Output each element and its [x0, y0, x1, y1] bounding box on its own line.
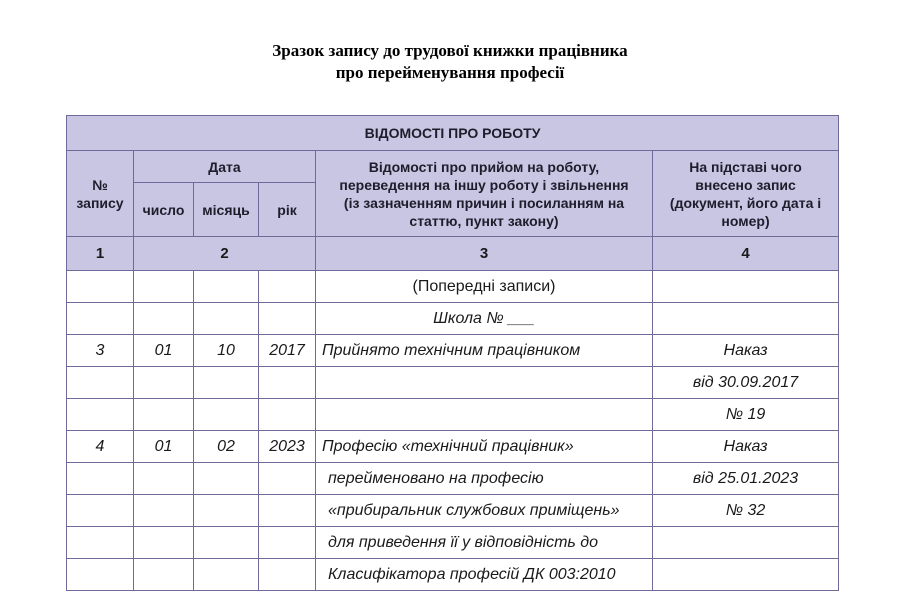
section-title-row — [67, 116, 839, 151]
row-basis — [653, 303, 839, 335]
table-row — [67, 271, 839, 303]
column-number-1: 1 — [67, 237, 134, 271]
row-day — [134, 495, 194, 527]
row-month: 10 — [194, 335, 259, 367]
row-year — [259, 271, 316, 303]
row-day: 01 — [134, 335, 194, 367]
header-basis: На підставі чого внесено запис (документ, його дата і номер) — [653, 151, 839, 237]
row-basis: Наказ — [653, 335, 839, 367]
row-year — [259, 399, 316, 431]
row-no — [67, 271, 134, 303]
column-number-4: 4 — [653, 237, 839, 271]
table-row — [67, 335, 839, 367]
row-basis: № 19 — [653, 399, 839, 431]
row-year — [259, 367, 316, 399]
title-line-1: Зразок запису до трудової книжки працівника — [272, 41, 628, 60]
row-year — [259, 527, 316, 559]
row-day — [134, 303, 194, 335]
table-row — [67, 463, 839, 495]
header-row-1 — [67, 151, 839, 183]
header-record-no: № запису — [67, 151, 134, 237]
row-day — [134, 559, 194, 591]
header-year: рік — [259, 183, 316, 237]
row-month: 02 — [194, 431, 259, 463]
header-info: Відомості про прийом на роботу, переведення на іншу роботу і звільнення (із зазначенням причин і посиланням на статтю, пункт закону) — [316, 151, 653, 237]
row-info: Професію «технічний працівник» — [316, 431, 653, 463]
row-year — [259, 559, 316, 591]
row-year — [259, 463, 316, 495]
document-title — [0, 40, 900, 84]
row-basis — [653, 527, 839, 559]
row-year — [259, 303, 316, 335]
row-info — [316, 399, 653, 431]
row-no — [67, 367, 134, 399]
header-month: місяць — [194, 183, 259, 237]
row-month — [194, 559, 259, 591]
row-basis — [653, 271, 839, 303]
row-no — [67, 303, 134, 335]
row-day — [134, 527, 194, 559]
row-no — [67, 463, 134, 495]
row-info: Школа № ___ — [316, 303, 653, 335]
row-year: 2017 — [259, 335, 316, 367]
row-month — [194, 399, 259, 431]
table-row — [67, 495, 839, 527]
header-day: число — [134, 183, 194, 237]
row-day: 01 — [134, 431, 194, 463]
row-info — [316, 367, 653, 399]
row-day — [134, 271, 194, 303]
row-month — [194, 527, 259, 559]
row-month — [194, 495, 259, 527]
row-info: Прийнято технічним працівником — [316, 335, 653, 367]
column-number-row — [67, 237, 839, 271]
row-month — [194, 271, 259, 303]
row-no — [67, 559, 134, 591]
row-day — [134, 367, 194, 399]
row-info: перейменовано на професію — [316, 463, 653, 495]
row-basis: від 30.09.2017 — [653, 367, 839, 399]
table-row — [67, 399, 839, 431]
row-basis: Наказ — [653, 431, 839, 463]
row-info: «прибиральник службових приміщень» — [316, 495, 653, 527]
row-month — [194, 367, 259, 399]
row-basis — [653, 559, 839, 591]
work-record-table — [66, 115, 839, 591]
header-date: Дата — [134, 151, 316, 183]
row-info: для приведення її у відповідність до — [316, 527, 653, 559]
table-row — [67, 431, 839, 463]
column-number-3: 3 — [316, 237, 653, 271]
row-no — [67, 399, 134, 431]
row-info: Класифікатора професій ДК 003:2010 — [316, 559, 653, 591]
row-day — [134, 399, 194, 431]
row-no — [67, 495, 134, 527]
row-month — [194, 303, 259, 335]
table-row — [67, 303, 839, 335]
title-line-2: про перейменування професії — [335, 63, 565, 82]
row-no: 4 — [67, 431, 134, 463]
row-day — [134, 463, 194, 495]
row-year: 2023 — [259, 431, 316, 463]
row-basis: від 25.01.2023 — [653, 463, 839, 495]
row-basis: № 32 — [653, 495, 839, 527]
section-title: ВІДОМОСТІ ПРО РОБОТУ — [67, 116, 839, 151]
column-number-2: 2 — [134, 237, 316, 271]
table-row — [67, 559, 839, 591]
row-no — [67, 527, 134, 559]
row-year — [259, 495, 316, 527]
row-info: (Попередні записи) — [316, 271, 653, 303]
row-no: 3 — [67, 335, 134, 367]
table-row — [67, 367, 839, 399]
table-row — [67, 527, 839, 559]
row-month — [194, 463, 259, 495]
